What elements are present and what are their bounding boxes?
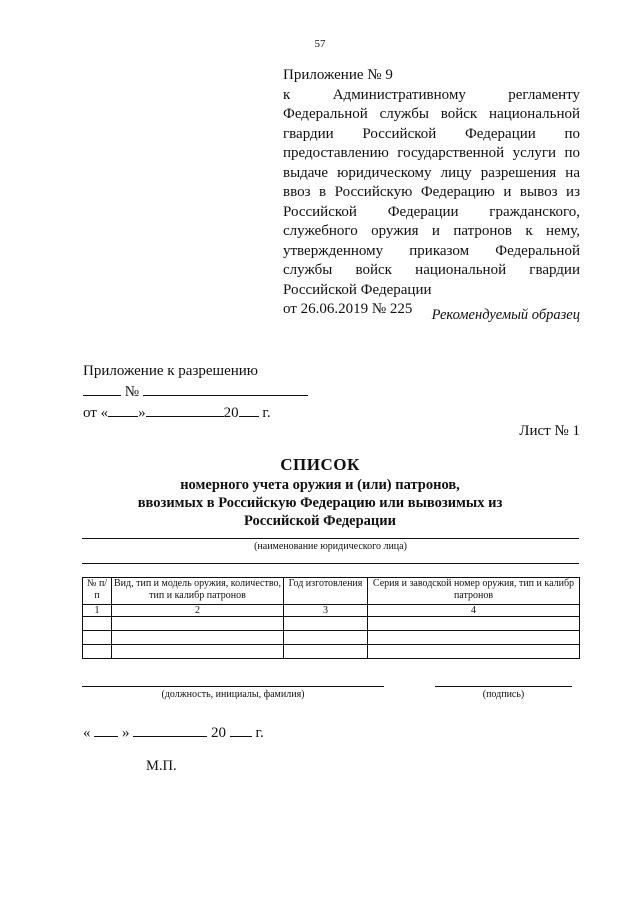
recommended-sample: Рекомендуемый образец [431,307,580,323]
signature-field[interactable] [435,686,572,687]
table-cell[interactable] [284,645,368,659]
year-suffix: г. [262,405,271,421]
signing-day-field[interactable] [94,722,118,737]
table-cell[interactable] [83,631,112,645]
year-prefix: 20 [223,405,239,421]
table-row[interactable] [83,645,580,659]
document-subtitle [0,476,640,530]
appendix-line: ввоз в Российскую Федерацию и вывоз из [283,184,580,200]
position-caption: (должность, инициалы, фамилия) [161,689,305,700]
permit-date-line [83,402,308,423]
weapons-table [82,577,580,659]
table-cell[interactable] [368,631,580,645]
signing-year-suffix: г. [255,725,264,741]
column-number: 1 [83,605,112,617]
appendix-line: к Административному регламенту [283,86,580,103]
column-number: 2 [112,605,284,617]
appendix-line: служебного оружия и патронов к нему, [283,223,580,239]
document-title: СПИСОК [280,455,360,474]
appendix-line: предоставлению государственной услуги по [283,145,580,161]
appendix-line: Российской Федерации [283,281,432,298]
table-column-numbers-row [83,605,580,617]
appendix-line: Федеральной службы войск национальной [283,106,580,122]
subtitle-line: ввозимых в Российскую Федерацию или вывозимых из [137,495,503,511]
column-number: 4 [368,605,580,617]
date-open-quote: « [83,725,91,741]
org-name-field[interactable] [82,538,579,539]
table-cell[interactable] [368,617,580,631]
permit-reference [83,362,308,423]
org-name-field-line2[interactable] [82,563,579,564]
sheet-label: Лист № 1 [519,423,580,439]
permit-number-field[interactable] [143,381,308,396]
subtitle-line: Российской Федерации [243,513,396,529]
permit-month-field[interactable] [146,402,224,417]
column-number: 3 [284,605,368,617]
appendix-line: гвардии Российской Федерации по [283,125,580,142]
position-field[interactable] [82,686,384,687]
table-cell[interactable] [368,645,580,659]
table-cell[interactable] [284,631,368,645]
date-close-quote: » [122,725,130,741]
signing-date-line [83,722,264,742]
appendix-line: выдаче юридическому лицу разрешения на [283,164,580,181]
table-cell[interactable] [112,617,284,631]
appendix-header [283,66,580,320]
table-row[interactable] [83,617,580,631]
date-prefix: от « [83,405,109,421]
permit-number-line [83,381,308,402]
permit-day-field[interactable] [108,402,138,417]
table-row[interactable] [83,631,580,645]
appendix-line: службы войск национальной гвардии [283,262,580,278]
number-sign: № [124,384,140,400]
header-cell-year: Год изготовления [284,578,368,605]
table-header-row [83,578,580,605]
table-cell[interactable] [284,617,368,631]
signing-year-field[interactable] [230,722,252,737]
signature-caption: (подпись) [482,689,525,700]
quote-close: » [138,405,146,421]
appendix-line: утвержденному приказом Федеральной [283,242,580,259]
org-name-caption: (наименование юридического лица) [254,541,407,552]
header-cell-number: № п/п [83,578,112,605]
appendix-date: от 26.06.2019 № 225 [283,301,413,317]
subtitle-line: номерного учета оружия и (или) патронов, [180,477,460,493]
permit-series-field[interactable] [83,381,121,396]
table-cell[interactable] [83,645,112,659]
permit-year-field[interactable] [239,402,259,417]
appendix-line: Российской Федерации гражданского, [283,203,580,220]
signing-year-prefix: 20 [211,725,226,741]
table-cell[interactable] [112,631,284,645]
header-cell-weapon: Вид, тип и модель оружия, количество, тип и калибр патронов [112,578,284,605]
header-cell-serial: Серия и заводской номер оружия, тип и калибр патронов [368,578,580,605]
table-cell[interactable] [112,645,284,659]
permit-title: Приложение к разрешению [83,363,259,379]
stamp-label: М.П. [146,758,177,774]
appendix-title: Приложение № 9 [283,67,393,83]
table-cell[interactable] [83,617,112,631]
page-number: 57 [314,38,326,50]
signing-month-field[interactable] [133,722,207,737]
